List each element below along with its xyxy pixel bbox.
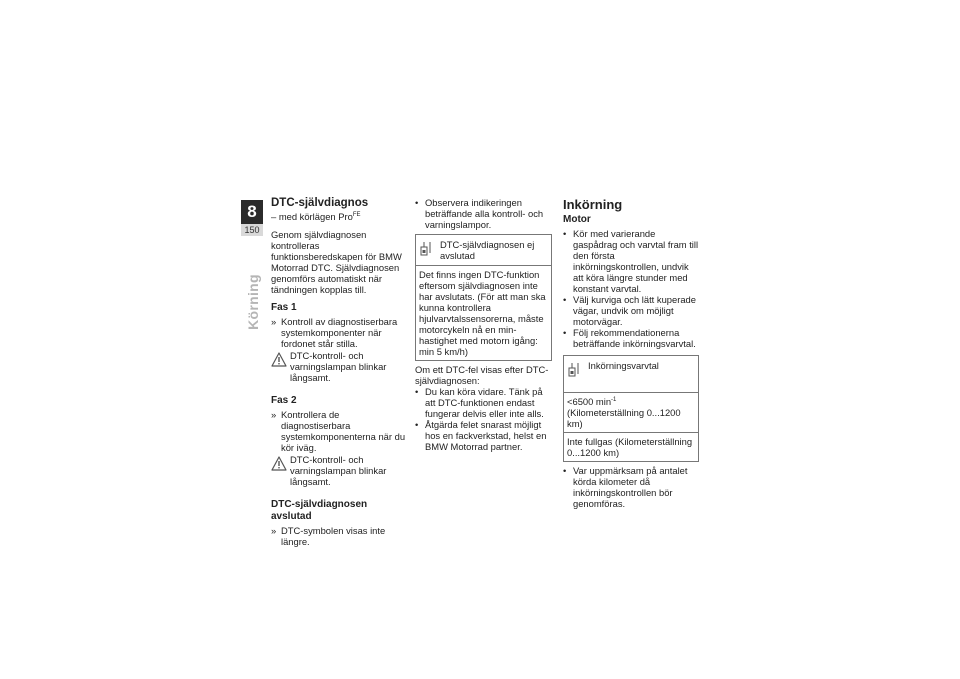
chapter-tab <box>241 200 263 236</box>
box-body: Det finns ingen DTC-funktion eftersom självdiagnosen inte har avslutats. (För att man ska kunna kontrollera hjulvarvtalssensorerna, måste motorcykeln nå en min-hastighet med motorn igång: min 5 km/h) <box>419 269 546 357</box>
list-item-text: Var uppmärksam på antalet körda kilometer då inkörningskontrollen bör genomföras. <box>573 465 688 509</box>
option-note-sup: FE <box>352 211 361 218</box>
list-item-text: Du kan köra vidare. Tänk på att DTC-funktionen endast fungerar delvis eller inte alls. <box>425 386 544 419</box>
phase2-heading: Fas 2 <box>271 395 297 406</box>
box-row-fullthrottle: Inte fullgas (Kilometerställning 0...1200 km) <box>564 432 698 461</box>
list-item <box>415 197 552 230</box>
step-marker: » <box>271 525 277 536</box>
subsection-title-engine: Motor <box>563 214 591 225</box>
list-item-text: Åtgärda felet snarast möjligt hos en fackverkstad, helst en BMW Motorrad partner. <box>425 419 547 452</box>
section-title-break-in: Inkörning <box>563 197 623 212</box>
list-item <box>563 327 699 349</box>
page-number: 150 <box>241 224 263 236</box>
bullet-marker: • <box>563 228 567 239</box>
list-item-text: Följ rekommendationerna beträffande inkörningsvarvtal. <box>573 327 696 349</box>
warning-triangle-icon <box>271 350 287 383</box>
list-item-text: Välj kurviga och lätt kuperade vägar, undvik om möjligt motorvägar. <box>573 294 696 327</box>
bullet-marker: • <box>563 327 567 338</box>
column-3 <box>563 197 699 509</box>
step-marker: » <box>271 316 277 327</box>
selfdiag-not-finished-box <box>415 234 552 361</box>
error-bullets <box>415 386 552 452</box>
phase2-steps <box>271 409 407 453</box>
bullet-marker: • <box>415 197 419 208</box>
phase2-step <box>271 409 407 453</box>
phase2-warning-text: DTC-kontroll- och varningslampan blinkar långsamt. <box>290 454 387 487</box>
after-selfdiag-paragraph: Om ett DTC-fel visas efter DTC-självdiagnosen: <box>415 364 549 386</box>
gauge-spec-icon <box>420 239 434 261</box>
chapter-number: 8 <box>241 200 263 224</box>
column-2 <box>415 197 552 452</box>
bullet-marker: • <box>563 294 567 305</box>
phase1-warning <box>271 350 407 383</box>
phase2-step-text: Kontrollera de diagnostiserbara systemkomponenterna när du kör iväg. <box>281 409 406 453</box>
rpm-unit-sup: -1 <box>611 396 617 403</box>
break-in-rpm-box <box>563 355 699 462</box>
list-item <box>415 419 552 452</box>
list-item <box>415 386 552 419</box>
bullet-marker: • <box>415 386 419 397</box>
option-note-text: – med körlägen Pro <box>271 211 353 222</box>
phase1-steps <box>271 316 407 349</box>
bullet-marker: • <box>415 419 419 430</box>
done-step-text: DTC-symbolen visas inte längre. <box>281 525 386 547</box>
chapter-side-label <box>233 272 273 332</box>
box-title: Inkörningsvarvtal <box>588 360 659 371</box>
chapter-side-label-text: Körning <box>245 274 261 330</box>
box-title: DTC-självdiagnosen ej avslutad <box>440 239 535 261</box>
done-steps <box>271 525 407 547</box>
gauge-spec-icon <box>568 360 582 380</box>
list-item <box>563 465 699 509</box>
section-title-dtc-selfdiag: DTC-självdiagnos <box>271 197 369 209</box>
indicator-bullets <box>415 197 552 230</box>
break-in-bullets <box>563 228 699 349</box>
phase1-step-text: Kontroll av diagnostiserbara systemkomponenter när fordonet står stilla. <box>281 316 398 349</box>
bullet-marker: • <box>563 465 567 476</box>
step-marker: » <box>271 409 277 420</box>
phase1-warning-text: DTC-kontroll- och varningslampan blinkar långsamt. <box>290 350 387 383</box>
option-note <box>271 211 407 222</box>
box-header <box>416 235 551 266</box>
rpm-condition: (Kilometerställning 0...1200 km) <box>567 407 681 429</box>
box-header <box>564 356 698 393</box>
rpm-value: <6500 min <box>567 396 612 407</box>
phase1-step <box>271 316 407 349</box>
phase2-warning <box>271 454 407 487</box>
done-step <box>271 525 407 547</box>
phase1-heading: Fas 1 <box>271 302 297 313</box>
column-1 <box>271 197 407 547</box>
list-item-text: Kör med varierande gaspådrag och varvtal fram till den första inkörningskontrollen, undvik att köra längre stunder med konstant varvtal. <box>573 228 699 294</box>
mileage-bullets <box>563 465 699 509</box>
list-item <box>563 294 699 327</box>
intro-paragraph: Genom självdiagnosen kontrolleras funktionsberedskapen för BMW Motorrad DTC. Självdiagnosen genomförs automatiskt när tändningen kopplas till. <box>271 229 402 295</box>
done-heading: DTC-självdiagnosen avslutad <box>271 499 368 522</box>
list-item <box>563 228 699 294</box>
warning-triangle-icon <box>271 454 287 487</box>
box-row-rpm <box>564 393 698 432</box>
list-item-text: Observera indikeringen beträffande alla kontroll- och varningslampor. <box>425 197 544 230</box>
